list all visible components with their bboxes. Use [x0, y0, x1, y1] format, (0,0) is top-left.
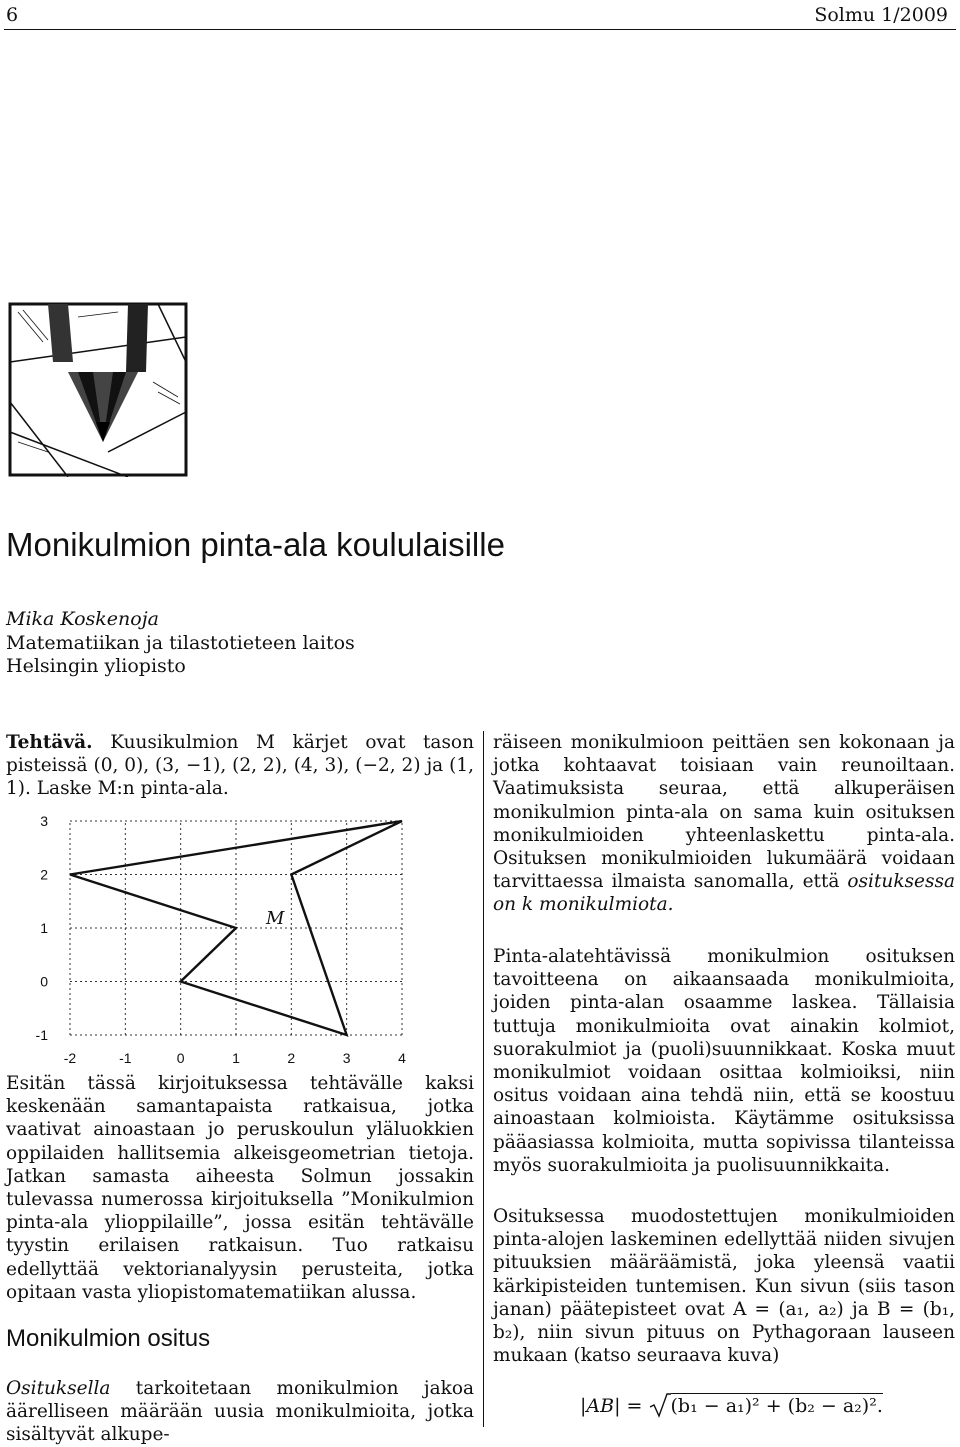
journal-issue: Solmu 1/2009: [814, 4, 948, 26]
intro-paragraph-text: Esitän tässä kirjoituksessa tehtävälle kaksi keskenään samantapaista ratkaisua, jotka vaativat ainoastaan jo peruskoulun yläluokkien oppilaiden hallitsemia alkeisgeometrian tietoja. Jatkan samasta aiheesta Solmun jossakin tulevassa numerossa kirjoituksella ”Monikulmion pinta-ala ylioppilaille”, jossa esitän tehtävälle tyystin erilaisen ratkaisun. Tuo ratkaisu edellyttää vektorianalyysin perusteita, jotka opitaan vasta yliopistomatematiikan alussa.: [6, 1073, 474, 1303]
article-title: Monikulmion pinta-ala koululaisille: [6, 526, 505, 563]
formula-rhs: (b₁ − a₁)² + (b₂ − a₂)².: [670, 1395, 883, 1417]
pencil-drawing-logo: [8, 302, 188, 477]
header-rule: [4, 29, 956, 30]
x-tick-label: 3: [342, 1050, 351, 1066]
right-paragraph-1-italic: osituksessa on k monikulmiota.: [493, 871, 955, 916]
definition-term: Osituksella: [6, 1378, 111, 1399]
definition-text: tarkoitetaan monikulmion jakoa äärelliseen määrään uusia monikulmioita, jotka sisältyvät alkupe-: [6, 1378, 474, 1446]
x-tick-label: -1: [119, 1050, 132, 1066]
formula-lhs: |AB| =: [580, 1395, 649, 1417]
affiliation-department: Matematiikan ja tilastotieteen laitos: [6, 632, 355, 654]
column-divider: [483, 731, 484, 1427]
y-tick-label: -1: [35, 1027, 48, 1043]
task-statement: [6, 731, 474, 801]
x-tick-label: 1: [232, 1050, 240, 1066]
x-tick-label: -2: [63, 1050, 77, 1066]
x-tick-label: 0: [176, 1050, 185, 1066]
definition-paragraph: [6, 1377, 474, 1447]
y-tick-label: 2: [40, 866, 48, 883]
right-paragraph-1-text: räiseen monikulmioon peittäen sen kokonaan ja jotka kohtaavat toisiaan vain reunoiltaan. Vaatimuksista seuraa, että alkuperäisen monikulmion pinta-ala on sama kuin osituksen monikulmioiden yhteenlaskettu pinta-ala. Osituksen monikulmioiden lukumäärä voidaan tarvittaessa ilmaista sanomalla, että: [493, 732, 955, 893]
right-paragraph-3: [493, 1205, 955, 1367]
page-number: 6: [6, 4, 19, 26]
intro-paragraph: [6, 1072, 474, 1304]
affiliation-university: Helsingin yliopisto: [6, 655, 186, 677]
polygon-label: M: [266, 908, 285, 929]
polygon-chart: [30, 800, 430, 1070]
y-tick-label: 3: [40, 813, 48, 829]
right-paragraph-2: [493, 945, 955, 1177]
right-paragraph-2-text: Pinta-alatehtävissä monikulmion osituksen tavoitteena on aikaansaada monikulmioita, joiden pinta-alan osaamme laskea. Tällaisia tuttuja monikulmioita ovat ainakin kolmiot, suorakulmiot ja (puoli)suunnikkaat. Koska muut monikulmiot voidaan osittaa kolmioiksi, niin ositus voidaan aina tehdä niin, että se koostuu ainoastaan kolmioista. Käytämme osituksissa pääasiassa kolmioita, mutta sopivissa tilanteissa myös suorakulmioita ja puolisuunnikkaita.: [493, 946, 955, 1176]
task-text: Kuusikulmion M kärjet ovat tason pisteissä (0, 0), (3, −1), (2, 2), (4, 3), (−2, 2) ja (1, 1). Laske M:n pinta-ala.: [6, 732, 474, 800]
task-label: Tehtävä.: [6, 732, 93, 753]
right-paragraph-3-text: Osituksessa muodostettujen monikulmioiden pinta-alojen laskeminen edellyttää niiden sivujen pituuksien määräämistä, joka yleensä vaatii kärkipisteiden tuntemisen. Kun sivun (siis tason janan) päätepisteet ovat A = (a₁, a₂) ja B = (b₁, b₂), niin sivun pituus on Pythagoraan lauseen mukaan (katso seuraava kuva): [493, 1206, 955, 1367]
x-tick-label: 4: [398, 1050, 406, 1066]
right-paragraph-1: [493, 731, 955, 917]
author-name: Mika Koskenoja: [6, 608, 159, 630]
x-tick-label: 2: [287, 1050, 296, 1066]
square-root-icon: [649, 1392, 671, 1418]
y-tick-label: 1: [40, 920, 48, 936]
distance-formula: [580, 1392, 883, 1418]
y-tick-label: 0: [40, 973, 48, 990]
section-heading: Monikulmion ositus: [6, 1325, 211, 1352]
